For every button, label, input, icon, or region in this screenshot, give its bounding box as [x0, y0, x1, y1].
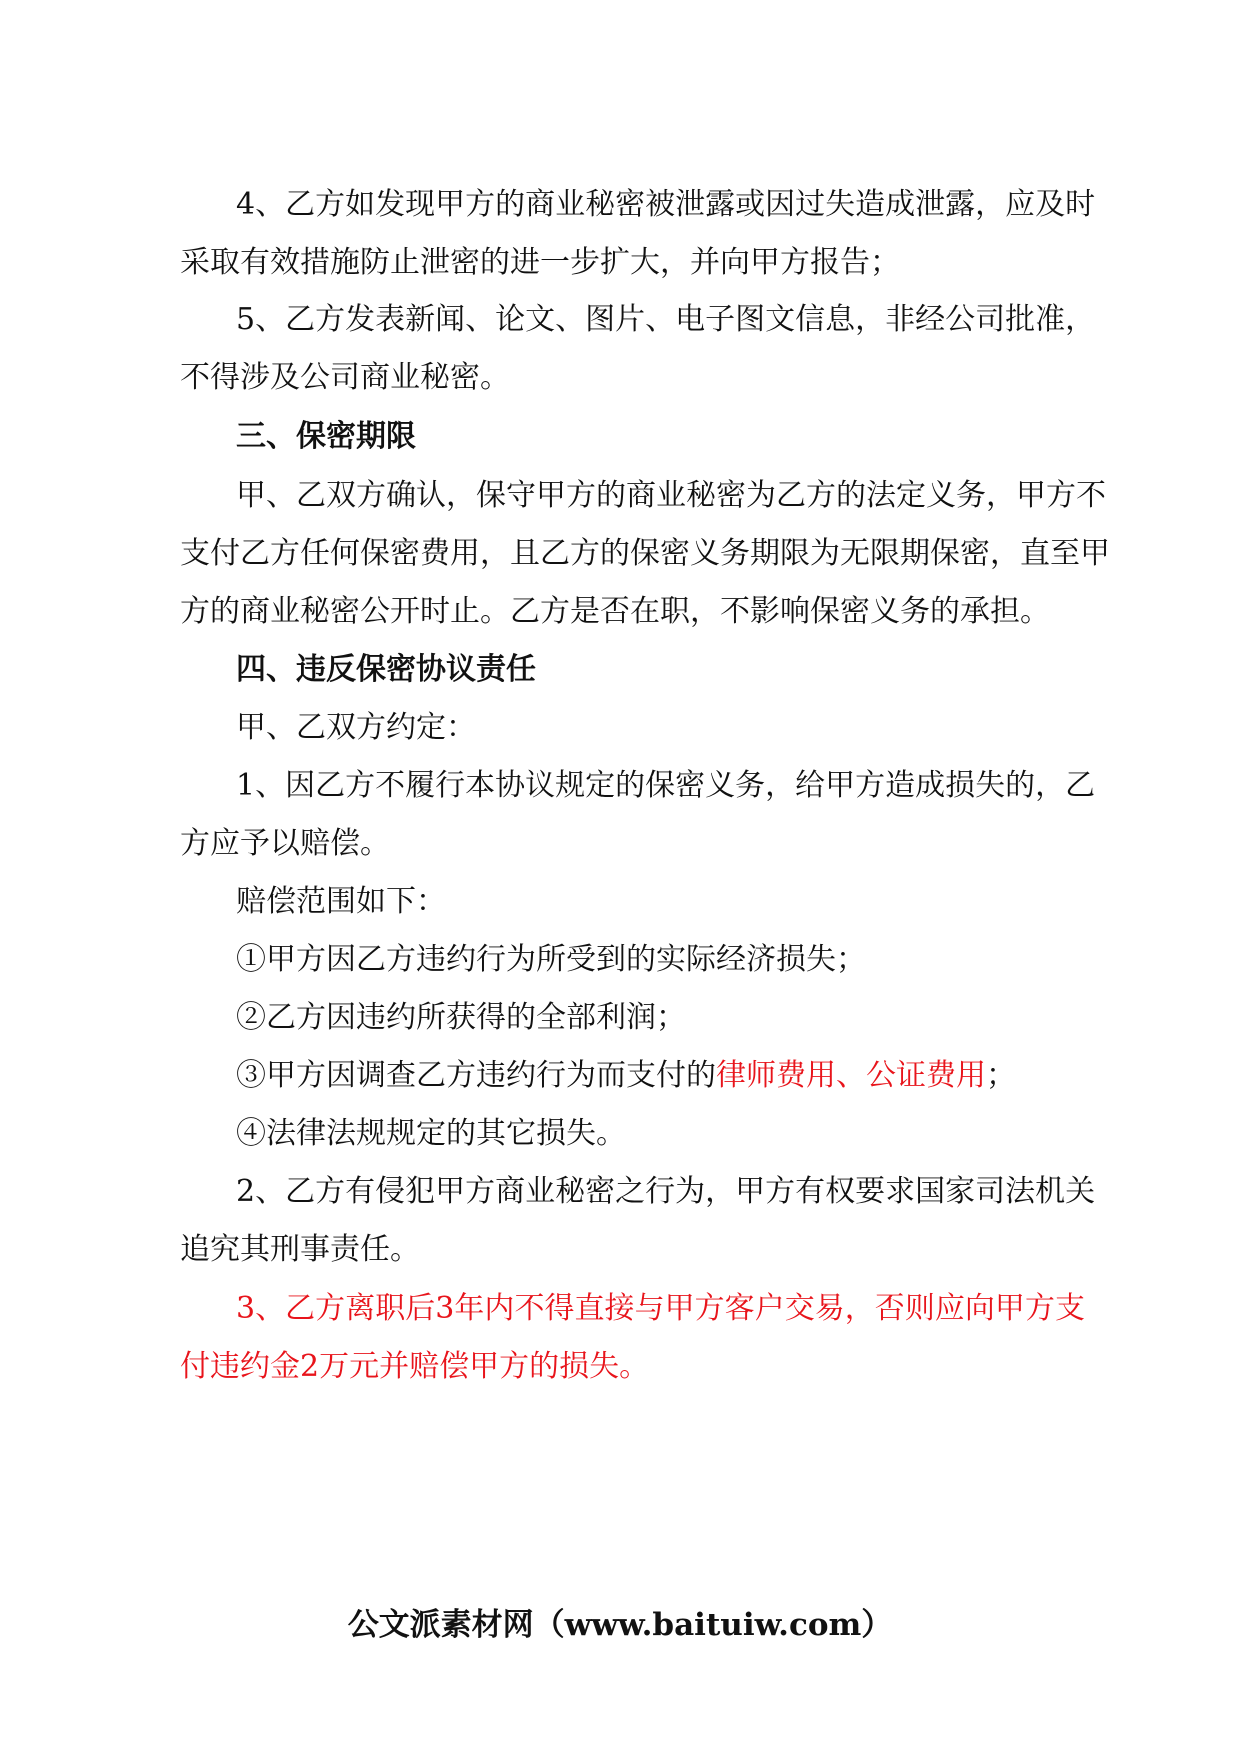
clause-4-line-2: 采取有效措施防止泄密的进一步扩大，并向甲方报告； [180, 245, 900, 280]
clause-3-line-1: 3、乙方离职后3年内不得直接与甲方客户交易，否则应向甲方支 [236, 1291, 1085, 1326]
section-3-paragraph-line-1: 甲、乙双方确认，保守甲方的商业秘密为乙方的法定义务，甲方不 [236, 478, 1106, 513]
footer-site-credit: 公文派素材网（www.baituiw.com） [347, 1607, 893, 1643]
scope-item-3 [236, 1056, 1016, 1096]
clause-2-line-1: 2、乙方有侵犯甲方商业秘密之行为，甲方有权要求国家司法机关 [236, 1174, 1096, 1209]
section-3-heading: 三、保密期限 [236, 419, 416, 454]
clause-1-line-2: 方应予以赔偿。 [180, 826, 390, 861]
section-3-paragraph-line-3: 方的商业秘密公开时止。乙方是否在职，不影响保密义务的承担。 [180, 594, 1050, 629]
scope-item-4: ④法律法规规定的其它损失。 [236, 1116, 626, 1151]
clause-2-line-2: 追究其刑事责任。 [180, 1232, 420, 1267]
scope-item-3-prefix: ③甲方因调查乙方违约行为而支付的 [236, 1058, 716, 1093]
agreement-intro: 甲、乙双方约定： [236, 710, 476, 745]
compensation-scope-intro: 赔偿范围如下： [236, 884, 446, 919]
scope-item-3-suffix: ； [986, 1058, 1016, 1093]
scope-item-1: ①甲方因乙方违约行为所受到的实际经济损失； [236, 942, 866, 977]
clause-4-line-1: 4、乙方如发现甲方的商业秘密被泄露或因过失造成泄露，应及时 [236, 187, 1096, 222]
clause-5-line-2: 不得涉及公司商业秘密。 [180, 360, 510, 395]
section-3-paragraph-line-2: 支付乙方任何保密费用，且乙方的保密义务期限为无限期保密，直至甲 [180, 536, 1110, 571]
clause-1-line-1: 1、因乙方不履行本协议规定的保密义务，给甲方造成损失的，乙 [236, 768, 1096, 803]
scope-item-2: ②乙方因违约所获得的全部利润； [236, 1000, 686, 1035]
scope-item-3-highlight: 律师费用、公证费用 [716, 1058, 986, 1093]
clause-3-line-2: 付违约金2万元并赔偿甲方的损失。 [180, 1349, 650, 1384]
section-4-heading: 四、违反保密协议责任 [236, 652, 536, 687]
clause-5-line-1: 5、乙方发表新闻、论文、图片、电子图文信息，非经公司批准， [236, 302, 1096, 337]
